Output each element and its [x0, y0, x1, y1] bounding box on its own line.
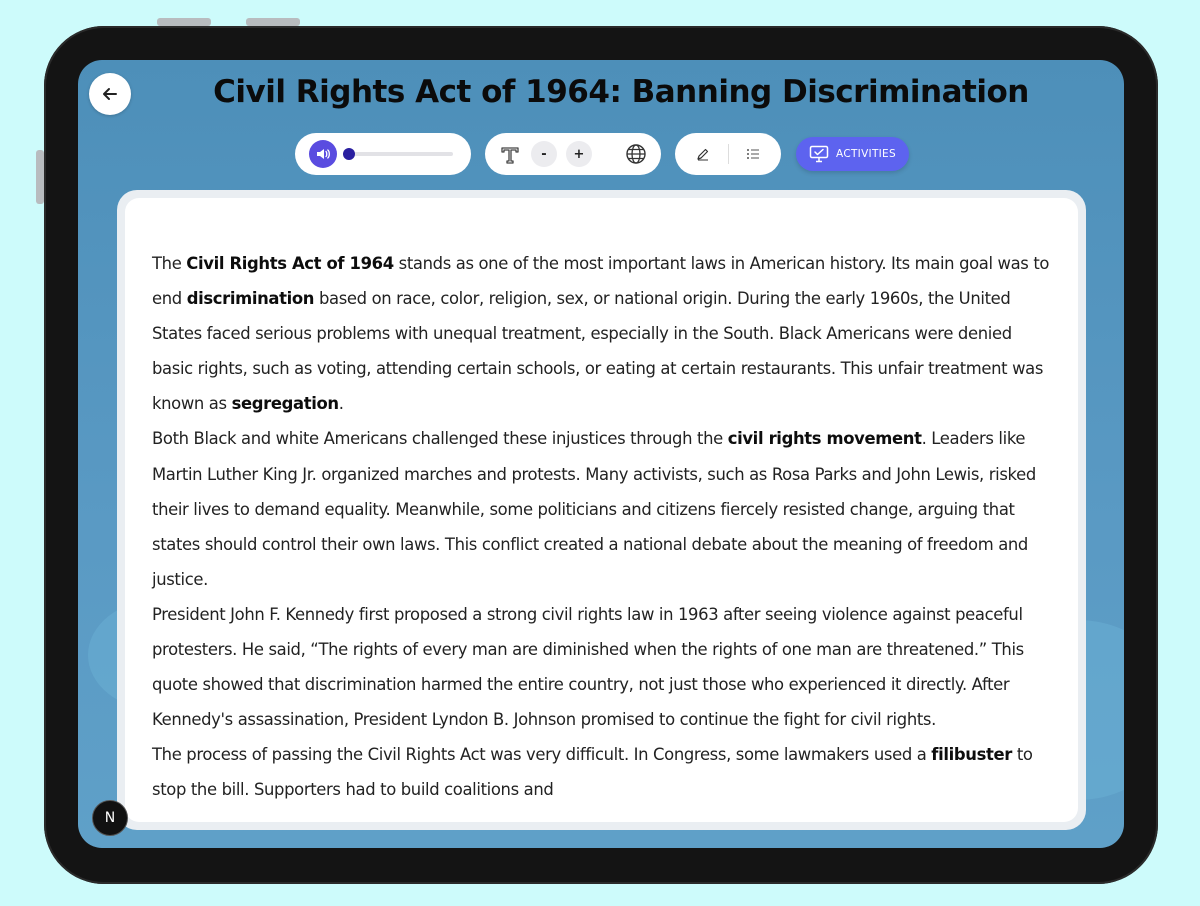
- font-increase-button[interactable]: +: [566, 141, 592, 167]
- text-run: Both Black and white Americans challenged these injustices through the: [152, 429, 728, 449]
- article-paragraph: [152, 597, 1057, 737]
- key-term: segregation: [231, 394, 339, 414]
- text-run: based on race, color, religion, sex, or national origin. During the early 1960s, the United States faced serious problems with unequal treatment, especially in the South. Black Americans were denied basic rights, such as voting, attending certain schools, or eating at certain restaurants. This unfair treatment was known as: [152, 289, 1044, 414]
- text-run: to stop the bill. Supporters had to build coalitions and: [152, 745, 1033, 800]
- list-icon[interactable]: [746, 148, 760, 160]
- audio-progress-thumb[interactable]: [343, 148, 355, 160]
- arrow-left-icon: [101, 85, 119, 103]
- audio-progress-slider[interactable]: [345, 152, 453, 156]
- toolbar-divider: [728, 144, 729, 164]
- activities-button[interactable]: [796, 137, 909, 171]
- article-paragraph: [152, 737, 1057, 807]
- article-paragraph: [152, 421, 1057, 596]
- key-term: discrimination: [186, 289, 315, 309]
- text-run: The process of passing the Civil Rights Act was very difficult. In Congress, some lawmakers used a: [152, 745, 932, 765]
- text-run: The: [152, 254, 187, 273]
- pencil-icon[interactable]: [696, 147, 710, 161]
- text-run: stands as one of the most important laws in American history. Its main goal was to end: [152, 254, 1050, 309]
- audio-player: [295, 133, 471, 175]
- article-card-frame: [117, 190, 1086, 830]
- activities-label: ACTIVITIES: [836, 148, 896, 160]
- speaker-button[interactable]: [309, 140, 337, 168]
- text-settings: [485, 133, 661, 175]
- font-decrease-button[interactable]: -: [531, 141, 557, 167]
- key-term: filibuster: [931, 745, 1012, 765]
- speaker-icon: [315, 146, 331, 162]
- article-body: [152, 246, 1057, 808]
- key-term: civil rights movement: [727, 429, 922, 449]
- text-size-icon[interactable]: [499, 143, 521, 165]
- tools-group: [675, 133, 781, 175]
- article-paragraph: [152, 246, 1057, 421]
- text-run: President John F. Kennedy first proposed a strong civil rights law in 1963 after seeing violence against peaceful protesters. He said, “The rights of every man are diminished when the rights of one man are threatened.” This quote showed that discrimination harmed the entire country, not just those who experienced it directly. After Kennedy's assassination, President Lyndon B. Johnson promised to continue the fight for civil rights.: [152, 604, 1024, 730]
- monitor-check-icon: [809, 145, 829, 163]
- app-screen: [78, 60, 1124, 848]
- power-button-top: [246, 18, 300, 26]
- volume-button-top: [157, 18, 211, 26]
- article-card[interactable]: [125, 198, 1078, 822]
- dev-badge[interactable]: N: [92, 800, 128, 836]
- text-run: . Leaders like Martin Luther King Jr. organized marches and protests. Many activists, such as Rosa Parks and John Lewis, risked their lives to demand equality. Meanwhile, some politicians and citizens fiercely resisted change, arguing that states should control their own laws. This conflict created a national debate about the meaning of freedom and justice.: [152, 429, 1036, 589]
- side-button-left: [36, 150, 44, 204]
- text-run: .: [338, 394, 344, 414]
- key-term: Civil Rights Act of 1964: [186, 254, 394, 273]
- globe-icon[interactable]: [625, 143, 647, 165]
- back-button[interactable]: [89, 73, 131, 115]
- page-title: Civil Rights Act of 1964: Banning Discrimination: [213, 74, 1029, 110]
